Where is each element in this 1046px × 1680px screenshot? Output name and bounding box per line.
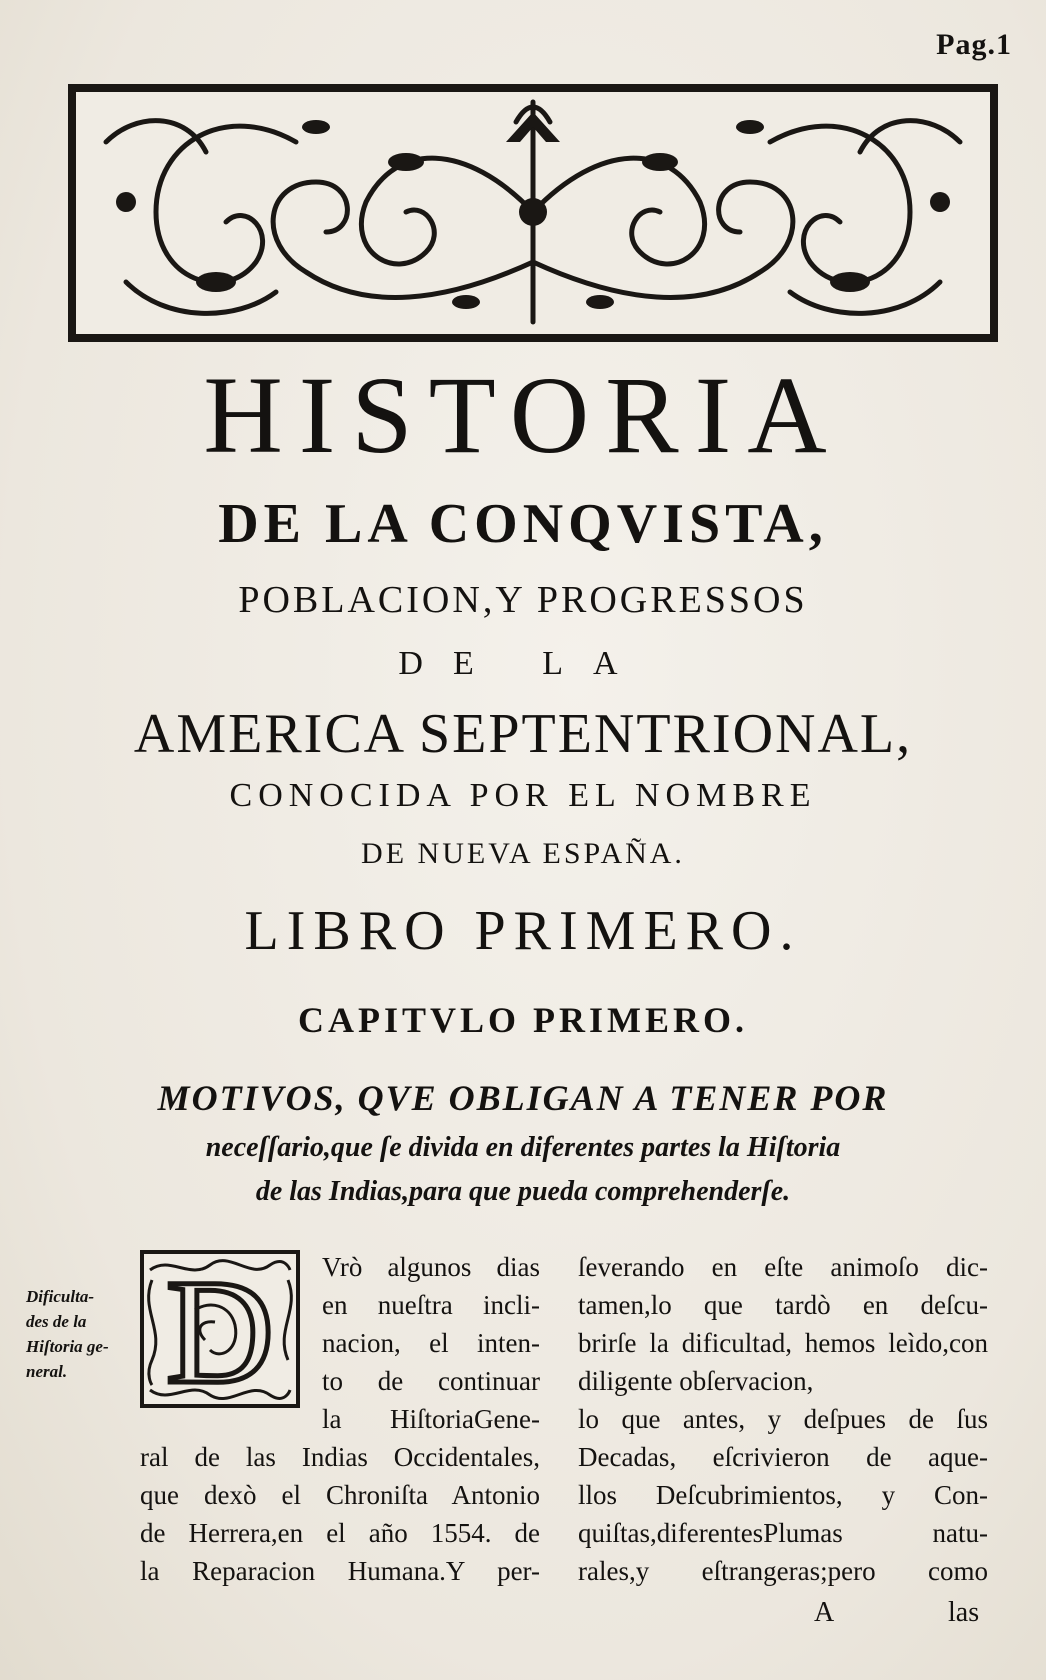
text-line: tamen,lo que tardò en deſcu- [578,1290,988,1320]
drop-cap [140,1250,300,1408]
margin-note-line: Hiſtoria ge- [26,1337,109,1356]
text-line: en nueſtra incli- [322,1290,540,1320]
text-line: la HiſtoriaGene- [322,1404,540,1434]
page-number: Pag.1 [936,28,1012,61]
text-line: de Herrera,en el año 1554. de [140,1518,540,1548]
margin-note-line: neral. [26,1362,68,1381]
signature-mark: A [814,1597,835,1628]
chapter-summary-line-2: neceſſario,que ſe divida en diferentes partes la Hiſtoria [205,1132,841,1163]
chapter-heading: CAPITVLO PRIMERO. [297,1000,748,1040]
margin-note-line: des de la [26,1312,87,1331]
text-line: nacion, el inten- [322,1328,540,1358]
text-line: que dexò el Chroniſta Antonio [140,1480,540,1510]
text-line: Vrò algunos dias [322,1252,540,1282]
title-line-3: POBLACION,Y PROGRESSOS [238,579,808,621]
left-column-beside-cap [322,1248,540,1438]
text-line: quiſtas,diferentesPlumas natu- [578,1518,988,1548]
text-line: rales,y eſtrangeras;pero como [578,1556,988,1586]
margin-note-line: Dificulta- [26,1287,94,1306]
catchword: las [948,1597,980,1628]
title-line-6: CONOCIDA POR EL NOMBRE [229,777,817,814]
text-line: lo que antes, y deſpues de ſus [578,1404,988,1434]
drop-cap-letter: D [165,1250,275,1408]
text-line: ſeverando en eſte animoſo dic- [578,1252,988,1282]
text-line: Decadas, eſcrivieron de aque- [578,1442,988,1472]
text-line: la Reparacion Humana.Y per- [140,1556,540,1586]
text-line: brirſe la dificultad, hemos leìdo,con diligente obſervacion, [578,1328,988,1396]
right-column [578,1248,988,1590]
title-line-4: DE LA [398,645,648,682]
title-line-1: HISTORIA [203,354,843,476]
chapter-summary-line-3: de las Indias,para que pueda comprehenderſe. [255,1176,791,1207]
text-line: llos Deſcubrimientos, y Con- [578,1480,988,1510]
book-heading: LIBRO PRIMERO. [244,900,802,962]
title-line-2: DE LA CONQVISTA, [218,493,828,555]
margin-note [26,1284,134,1384]
headpiece-ornament [66,82,1000,344]
title-line-7: DE NUEVA ESPAÑA. [361,837,685,870]
left-column-below-cap [140,1438,540,1590]
text-line: to de continuar [322,1366,540,1396]
text-line: ral de las Indias Occidentales, [140,1442,540,1472]
title-line-5: AMERICA SEPTENTRIONAL, [133,703,913,765]
chapter-summary-line-1: MOTIVOS, QVE OBLIGAN A TENER POR [157,1078,889,1118]
